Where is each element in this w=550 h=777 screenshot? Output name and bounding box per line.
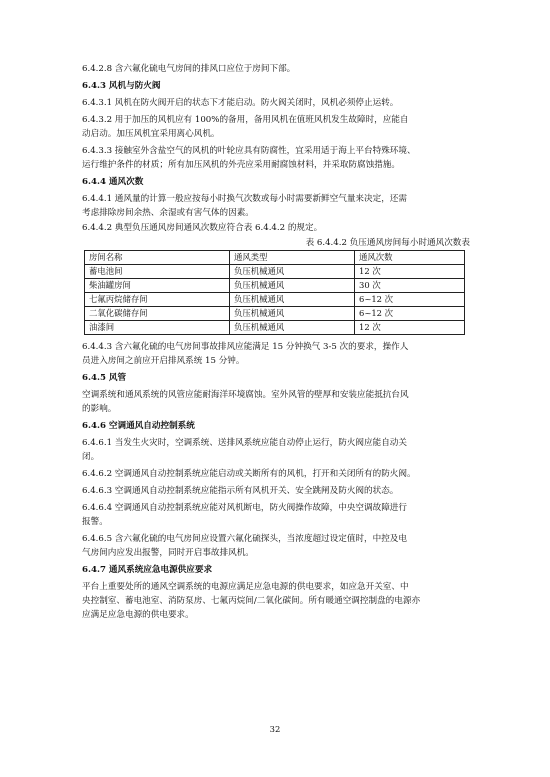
clause-6-4-3-3: 6.4.3.3 接触室外含盐空气的风机的叶轮应具有防腐性，宜采用适于海上平台特殊环境、 xyxy=(82,146,416,156)
clause-6-4-6-3: 6.4.6.3 空调通风自动控制系统应能指示所有风机开关、安全跳闸及防火阀的状态。 xyxy=(82,486,399,496)
clause-6-4-7-text: 平台上重要处所的通风空调系统的电源应满足应急电源的供电要求，如应急开关室、中 xyxy=(82,582,409,592)
table-cell: 负压机械通风 xyxy=(230,265,355,279)
clause-6-4-7-text-cont1: 央控制室、蓄电池室、消防泵房、七氟丙烷间/二氧化碳间。所有暖通空调控制盘的电源亦 xyxy=(82,596,421,606)
heading-6-4-7: 6.4.7 通风系统应急电源供应要求 xyxy=(82,565,213,575)
table-cell: 负压机械通风 xyxy=(230,279,355,293)
clause-6-4-4-1-cont: 考虑排除房间余热、余湿或有害气体的因素。 xyxy=(82,208,254,218)
table-cell: 6~12 次 xyxy=(355,293,465,307)
table-row xyxy=(85,321,465,335)
clause-6-4-4-1: 6.4.4.1 通风量的计算一般应按每小时换气次数或每小时需要新鲜空气量来决定，还需 xyxy=(82,194,407,204)
table-cell: 12 次 xyxy=(355,265,465,279)
page-number: 32 xyxy=(269,724,281,734)
clause-6-4-3-3-cont: 运行维护条件的材质；所有加压风机的外壳应采用耐腐蚀材料，并采取防腐蚀措施。 xyxy=(82,160,400,170)
clause-6-4-3-2-cont: 动启动。加压风机宜采用离心风机。 xyxy=(82,129,220,139)
clause-6-4-6-5: 6.4.6.5 含六氟化硫的电气房间应设置六氟化硫探头，当浓度超过设定值时，中控及电 xyxy=(82,534,407,544)
table-cell: 负压机械通风 xyxy=(230,293,355,307)
table-cell: 负压机械通风 xyxy=(230,307,355,321)
table-header-cell: 通风类型 xyxy=(230,251,355,265)
heading-6-4-3: 6.4.3 风机与防火阀 xyxy=(82,81,161,91)
table-row xyxy=(85,265,465,279)
clause-6-4-6-4: 6.4.6.4 空调通风自动控制系统应能对风机断电，防火阀操作故障，中央空调故障进行 xyxy=(82,503,407,513)
table-cell: 蓄电池间 xyxy=(85,265,230,279)
table-cell: 30 次 xyxy=(355,279,465,293)
clause-6-4-3-1: 6.4.3.1 风机在防火阀开启的状态下才能启动。防火阀关闭时，风机必须停止运转。 xyxy=(82,98,399,108)
clause-6-4-2-8: 6.4.2.8 含六氟化硫电气房间的排风口应位于房间下部。 xyxy=(82,64,296,74)
clause-6-4-7-text-cont2: 应满足应急电源的供电要求。 xyxy=(82,610,194,620)
table-cell: 柴油罐房间 xyxy=(85,279,230,293)
heading-6-4-6: 6.4.6 空调通风自动控制系统 xyxy=(82,421,195,431)
table-cell: 油漆间 xyxy=(85,321,230,335)
table-cell: 二氧化碳储存间 xyxy=(85,307,230,321)
table-header-cell: 房间名称 xyxy=(85,251,230,265)
table-row xyxy=(85,293,465,307)
table-row xyxy=(85,279,465,293)
table-header-row xyxy=(85,251,465,265)
clause-6-4-4-3-cont: 员进入房间之前应开启排风系统 15 分钟。 xyxy=(82,356,245,366)
table-cell: 负压机械通风 xyxy=(230,321,355,335)
table-cell: 6~12 次 xyxy=(355,307,465,321)
table-row xyxy=(85,307,465,321)
table-cell: 七氟丙烷储存间 xyxy=(85,293,230,307)
table-cell: 12 次 xyxy=(355,321,465,335)
clause-6-4-6-1-cont: 闭。 xyxy=(82,452,100,462)
clause-6-4-3-2: 6.4.3.2 用于加压的风机应有 100%的备用，备用风机在值班风机发生故障时，应能自 xyxy=(82,115,409,125)
table-caption: 表 6.4.4.2 负压通风房间每小时通风次数表 xyxy=(305,238,470,248)
clause-6-4-6-1: 6.4.6.1 当发生火灾时，空调系统、送排风系统应能自动停止运行，防火阀应能自动关 xyxy=(82,438,407,448)
clause-6-4-6-4-cont: 报警。 xyxy=(82,517,108,527)
heading-6-4-5: 6.4.5 风管 xyxy=(82,373,127,383)
clause-6-4-6-2: 6.4.6.2 空调通风自动控制系统应能启动或关断所有的风机，打开和关闭所有的防火阀。 xyxy=(82,469,416,479)
heading-6-4-4: 6.4.4 通风次数 xyxy=(82,177,144,187)
clause-6-4-6-5-cont: 气房间内应发出报警，同时开启事故排风机。 xyxy=(82,548,254,558)
clause-6-4-4-2: 6.4.4.2 典型负压通风房间通风次数应符合表 6.4.4.2 的规定。 xyxy=(82,223,323,233)
clause-6-4-4-3: 6.4.4.3 含六氟化硫的电气房间事故排风应能满足 15 分钟换气 3-5 次的要求，操作人 xyxy=(82,342,409,352)
clause-6-4-5-text-cont: 的影响。 xyxy=(82,404,117,414)
table-header-cell: 通风次数 xyxy=(355,251,465,265)
ventilation-table xyxy=(84,250,465,335)
clause-6-4-5-text: 空调系统和通风系统的风管应能耐海洋环境腐蚀。室外风管的壁厚和安装应能抵抗台风 xyxy=(82,390,409,400)
